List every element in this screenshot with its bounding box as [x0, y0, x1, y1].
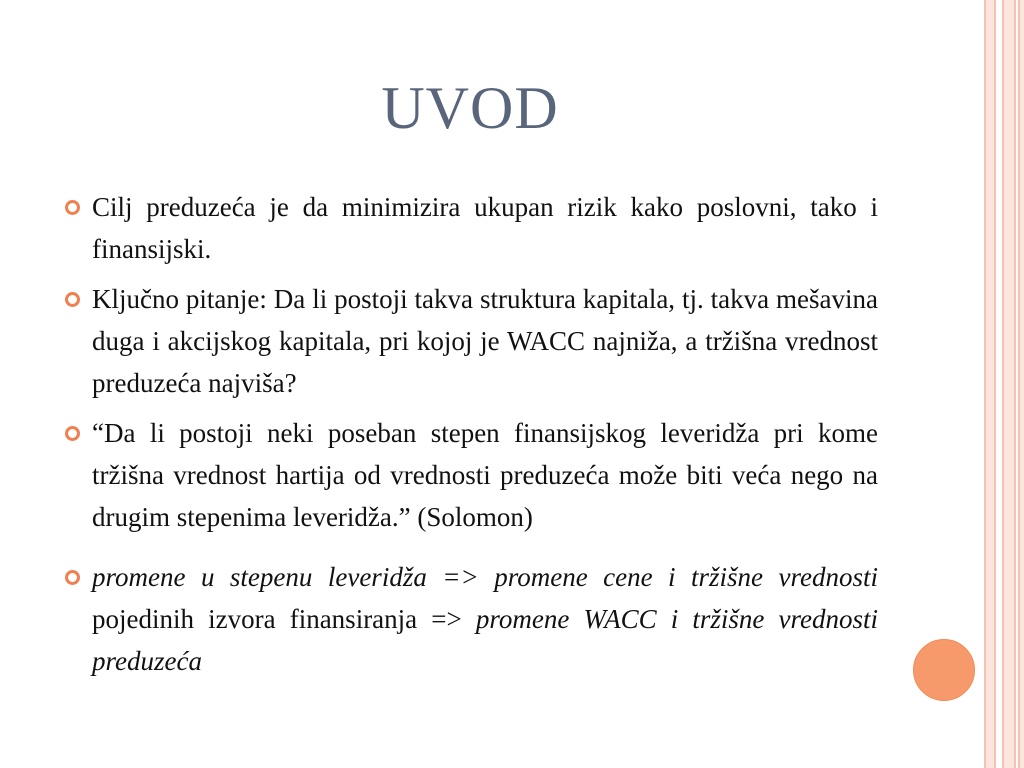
bullet-circle-icon: [65, 200, 80, 215]
bullet-item-leverage-effect: [60, 556, 878, 682]
bullet-item-key-question: [60, 278, 878, 404]
decorative-circle: [913, 639, 975, 701]
bullet-circle-icon: [65, 426, 80, 441]
bullet-item-goal: [60, 186, 878, 270]
bullet-item-quote: [60, 412, 878, 538]
bullet-text: Ključno pitanje: Da li postoji takva struktura kapitala, tj. takva mešavina duga i akcijskog kapitala, pri kojoj je WACC najniža, a tržišna vrednost preduzeća najviša?: [92, 284, 878, 398]
bullet-text: “Da li postoji neki poseban stepen finansijskog leveridža pri kome tržišna vrednost hartija od vrednosti preduzeća može biti veća nego na drugim stepenima leveridža.” (Solomon): [92, 418, 878, 532]
bullet-circle-icon: [65, 570, 80, 585]
bullet-text-italic-end: promene WACC i tržišne vrednosti preduzeća: [92, 604, 878, 676]
bullet-text-normal: pojedinih izvora finansiranja =>: [92, 604, 476, 634]
slide-title: UVOD: [381, 75, 559, 141]
bullet-circle-icon: [65, 292, 80, 307]
bullet-list: [60, 186, 878, 690]
bullet-text: Cilj preduzeća je da minimizira ukupan rizik kako poslovni, tako i finansijski.: [92, 192, 878, 264]
decorative-stripes: [980, 0, 1024, 768]
bullet-text-italic-start: promene u stepenu leveridža => promene cene i tržišne vrednosti: [92, 562, 878, 592]
